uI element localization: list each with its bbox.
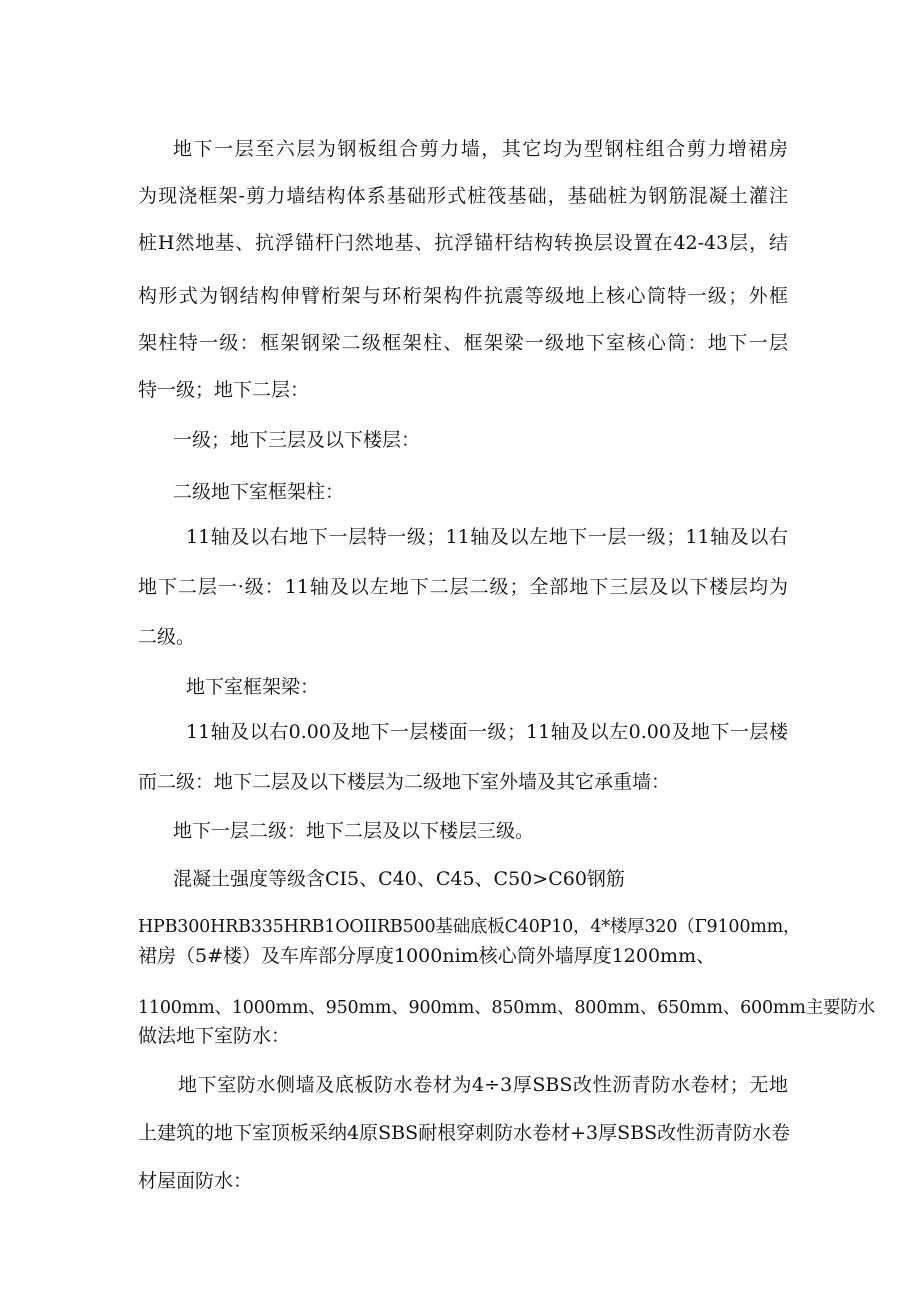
paragraph-line: 11轴及以右0.00及地下一层楼面一级；11轴及以左0.00及地下一层楼 <box>186 721 788 743</box>
paragraph-line: 构形式为钢结构伸臂桁架与环桁架构件抗震等级地上核心筒特一级；外框 <box>138 285 788 307</box>
paragraph-line: 架柱特一级：框架钢梁二级框架柱、框架梁一级地下室核心筒：地下一层 <box>138 332 788 354</box>
paragraph-line: 上建筑的地下室顶板采纳4原SBS耐根穿刺防水卷材+3厚SBS改性沥青防水卷 <box>138 1122 791 1144</box>
paragraph-line: 地下室防水侧墙及底板防水卷材为4÷3厚SBS改性沥青防水卷材；无地 <box>178 1074 788 1096</box>
paragraph-line: 为现浇框架-剪力墙结构体系基础形式桩筏基础，基础桩为钢筋混凝土灌注 <box>138 185 788 207</box>
paragraph-line: 二级地下室框架柱： <box>173 481 345 503</box>
paragraph-line: 一级；地下三层及以下楼层： <box>173 429 421 451</box>
paragraph-line: 地下室框架梁： <box>186 676 320 698</box>
paragraph-line: 而二级：地下二层及以下楼层为二级地下室外墙及其它承重墙： <box>138 771 671 793</box>
paragraph-line: HPB300HRB335HRB1OOIIRB500基础底板C40P10，4*楼厚320（Γ9100mm， <box>138 917 801 937</box>
paragraph-line: 11轴及以右地下一层特一级；11轴及以左地下一层一级；11轴及以右 <box>186 526 788 548</box>
paragraph-line: 做法地下室防水： <box>138 1025 291 1047</box>
paragraph-line: 地下一层二级：地下二层及以下楼层三级。 <box>173 820 535 842</box>
paragraph-line: 材屋面防水： <box>138 1170 253 1192</box>
paragraph-line: 1100mm、1000mm、950mm、900mm、850mm、800mm、650mm、600mm主要防水 <box>138 998 875 1018</box>
paragraph-line: 地下一层至六层为钢板组合剪力墙，其它均为型钢柱组合剪力增裙房 <box>173 138 788 160</box>
paragraph-line: 特一级；地下二层： <box>138 379 310 401</box>
paragraph-line: 混凝土强度等级含CI5、C40、C45、C50>C60钢筋 <box>173 868 625 890</box>
paragraph-line: 地下二层一·级：11轴及以左地下二层二级；全部地下三层及以下楼层均为 <box>138 576 788 598</box>
paragraph-line: 裙房（5#楼）及车库部分厚度1000nim核心筒外墙厚度1200mm、 <box>138 945 716 967</box>
paragraph-line: 二级。 <box>138 626 196 648</box>
paragraph-line: 桩H然地基、抗浮锚杆闩然地基、抗浮锚杆结构转换层设置在42-43层，结 <box>138 232 788 254</box>
